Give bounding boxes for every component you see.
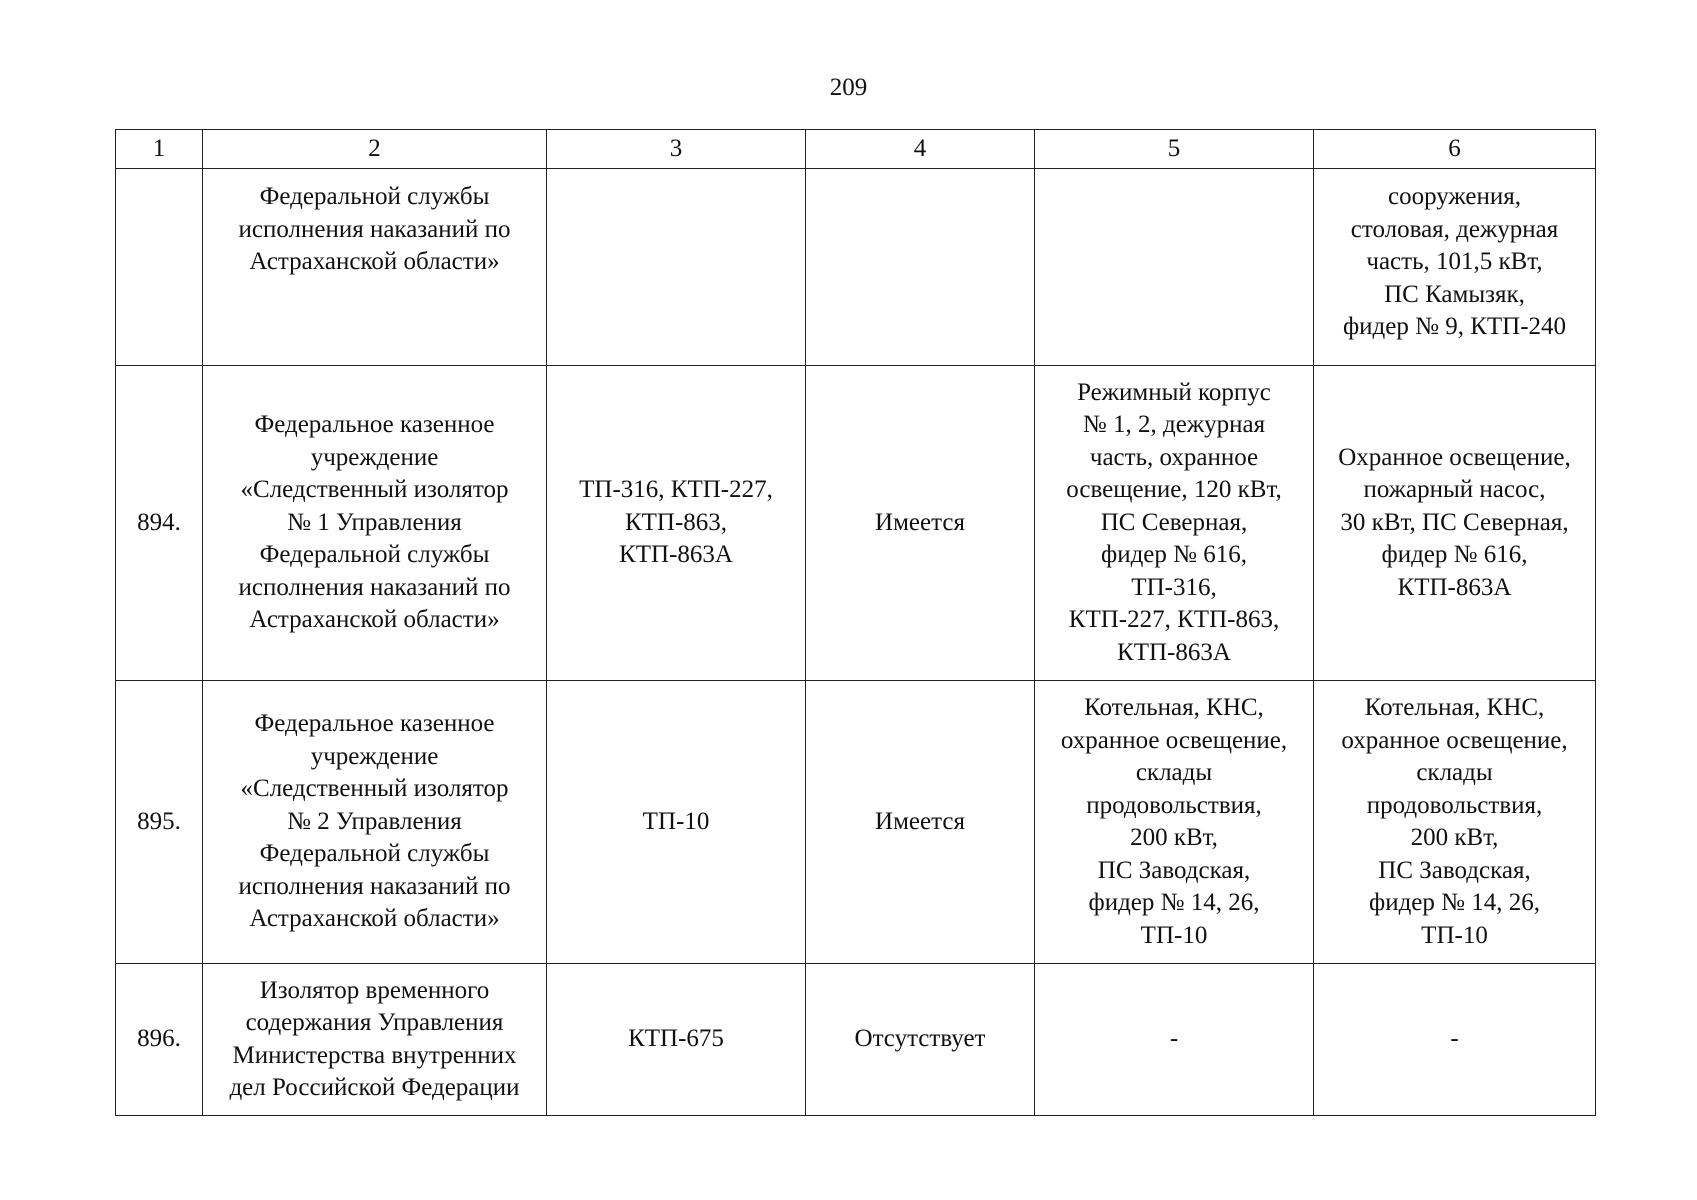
row-number-cell: 894. [116, 366, 203, 681]
institution-name-cell: Федеральное казенное учреждение «Следственный изолятор № 2 Управления Федеральной службы исполнения наказаний по Астраханской области» [203, 681, 547, 964]
column-5-cell [1035, 169, 1314, 366]
substations-cell: КТП-675 [547, 964, 806, 1116]
column-5-cell: Котельная, КНС, охранное освещение, склады продовольствия, 200 кВт, ПС Заводская, фидер № 14, 26, ТП-10 [1035, 681, 1314, 964]
header-cell-col-4: 4 [806, 130, 1035, 169]
availability-cell [806, 169, 1035, 366]
table-row [116, 681, 1596, 964]
institution-name-cell: Изолятор временного содержания Управления Министерства внутренних дел Российской Федерации [203, 964, 547, 1116]
column-5-cell: - [1035, 964, 1314, 1116]
table-header-row [116, 130, 1596, 169]
availability-cell: Отсутствует [806, 964, 1035, 1116]
institution-name-cell: Федеральной службы исполнения наказаний по Астраханской области» [203, 169, 547, 366]
header-cell-col-2: 2 [203, 130, 547, 169]
substations-cell [547, 169, 806, 366]
row-number-cell [116, 169, 203, 366]
row-number-cell: 895. [116, 681, 203, 964]
column-6-cell: Котельная, КНС, охранное освещение, склады продовольствия, 200 кВт, ПС Заводская, фидер № 14, 26, ТП-10 [1314, 681, 1596, 964]
page-number: 209 [829, 74, 868, 101]
availability-cell: Имеется [806, 366, 1035, 681]
header-cell-col-3: 3 [547, 130, 806, 169]
substations-cell: ТП-10 [547, 681, 806, 964]
data-table [115, 129, 1596, 1116]
institution-name-cell: Федеральное казенное учреждение «Следственный изолятор № 1 Управления Федеральной службы исполнения наказаний по Астраханской области» [203, 366, 547, 681]
column-5-cell: Режимный корпус № 1, 2, дежурная часть, охранное освещение, 120 кВт, ПС Северная, фидер № 616, ТП-316, КТП-227, КТП-863, КТП-863А [1035, 366, 1314, 681]
substations-cell: ТП-316, КТП-227, КТП-863, КТП-863А [547, 366, 806, 681]
row-number-cell: 896. [116, 964, 203, 1116]
table-row [116, 366, 1596, 681]
header-cell-col-5: 5 [1035, 130, 1314, 169]
table-row [116, 169, 1596, 366]
header-cell-col-6: 6 [1314, 130, 1596, 169]
column-6-cell: сооружения, столовая, дежурная часть, 101,5 кВт, ПС Камызяк, фидер № 9, КТП-240 [1314, 169, 1596, 366]
column-6-cell: - [1314, 964, 1596, 1116]
table-row [116, 964, 1596, 1116]
column-6-cell: Охранное освещение, пожарный насос, 30 кВт, ПС Северная, фидер № 616, КТП-863А [1314, 366, 1596, 681]
availability-cell: Имеется [806, 681, 1035, 964]
header-cell-col-1: 1 [116, 130, 203, 169]
